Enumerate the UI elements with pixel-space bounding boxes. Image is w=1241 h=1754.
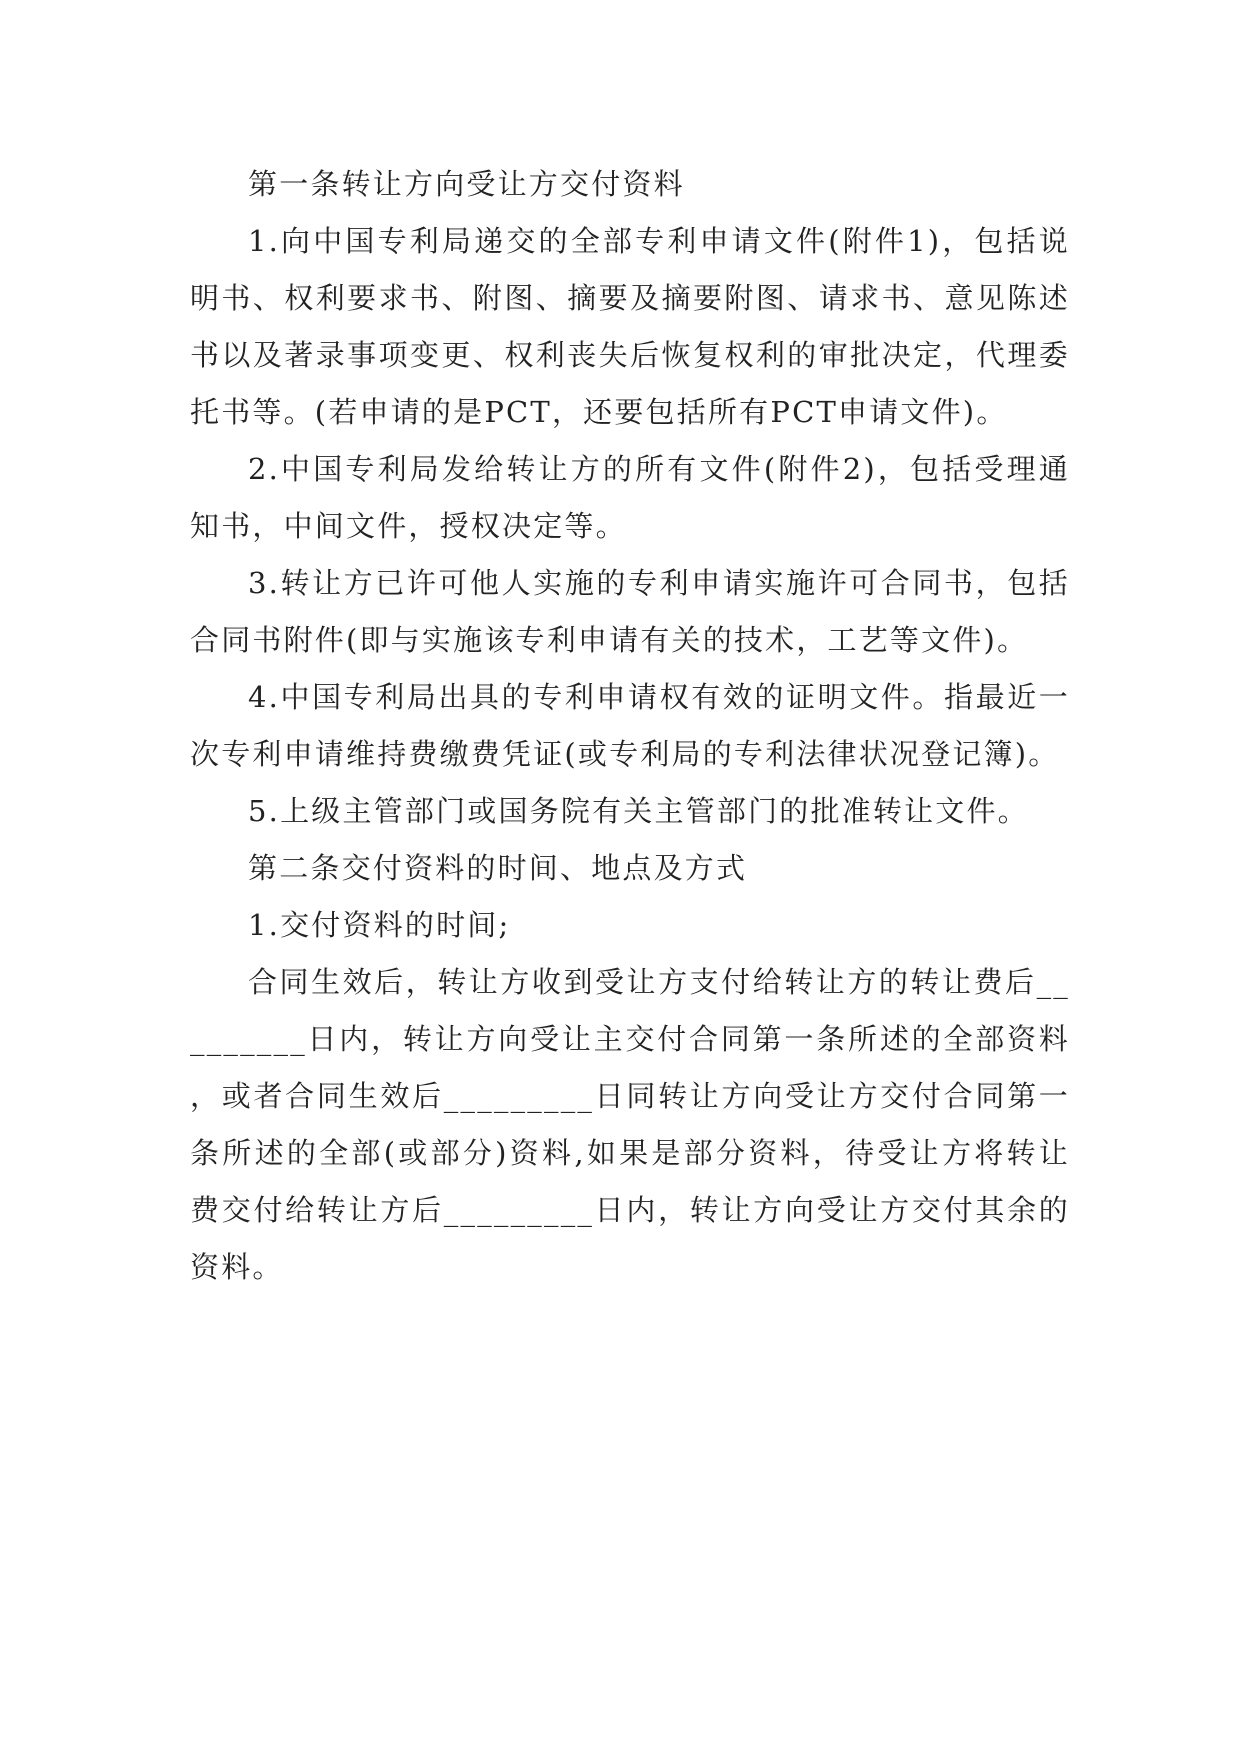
- article-1-item-3: 3.转让方已许可他人实施的专利申请实施许可合同书，包括合同书附件(即与实施该专利申请有关的技术，工艺等文件)。: [190, 566, 1070, 657]
- article-2-item-1-detail: 合同生效后，转让方收到受让方支付给转让方的转让费后_________日内，转让方向受让主交付合同第一条所述的全部资料，或者合同生效后_________日同转让方向受让方交付合同第一条所述的全部(或部分)资料,如果是部分资料，待受让方将转让费交付给转让方后_________日内，转让方向受让方交付其余的资料。: [190, 965, 1070, 1284]
- article-2-heading: 第二条交付资料的时间、地点及方式: [248, 851, 748, 885]
- article-1-item-2: 2.中国专利局发给转让方的所有文件(附件2)，包括受理通知书，中间文件，授权决定等。: [190, 452, 1070, 543]
- article-1-heading: 第一条转让方向受让方交付资料: [248, 167, 685, 201]
- article-1-item-4: 4.中国专利局出具的专利申请权有效的证明文件。指最近一次专利申请维持费缴费凭证(或专利局的专利法律状况登记簿)。: [190, 680, 1070, 771]
- article-1-item-5: 5.上级主管部门或国务院有关主管部门的批准转让文件。: [248, 794, 1029, 828]
- article-2-item-1: 1.交付资料的时间;: [248, 908, 511, 942]
- article-1-item-1: 1.向中国专利局递交的全部专利申请文件(附件1)，包括说明书、权利要求书、附图、摘要及摘要附图、请求书、意见陈述书以及著录事项变更、权利丧失后恢复权利的审批决定，代理委托书等。(若申请的是PCT，还要包括所有PCT申请文件)。: [190, 224, 1070, 429]
- document-body: [190, 156, 1070, 1296]
